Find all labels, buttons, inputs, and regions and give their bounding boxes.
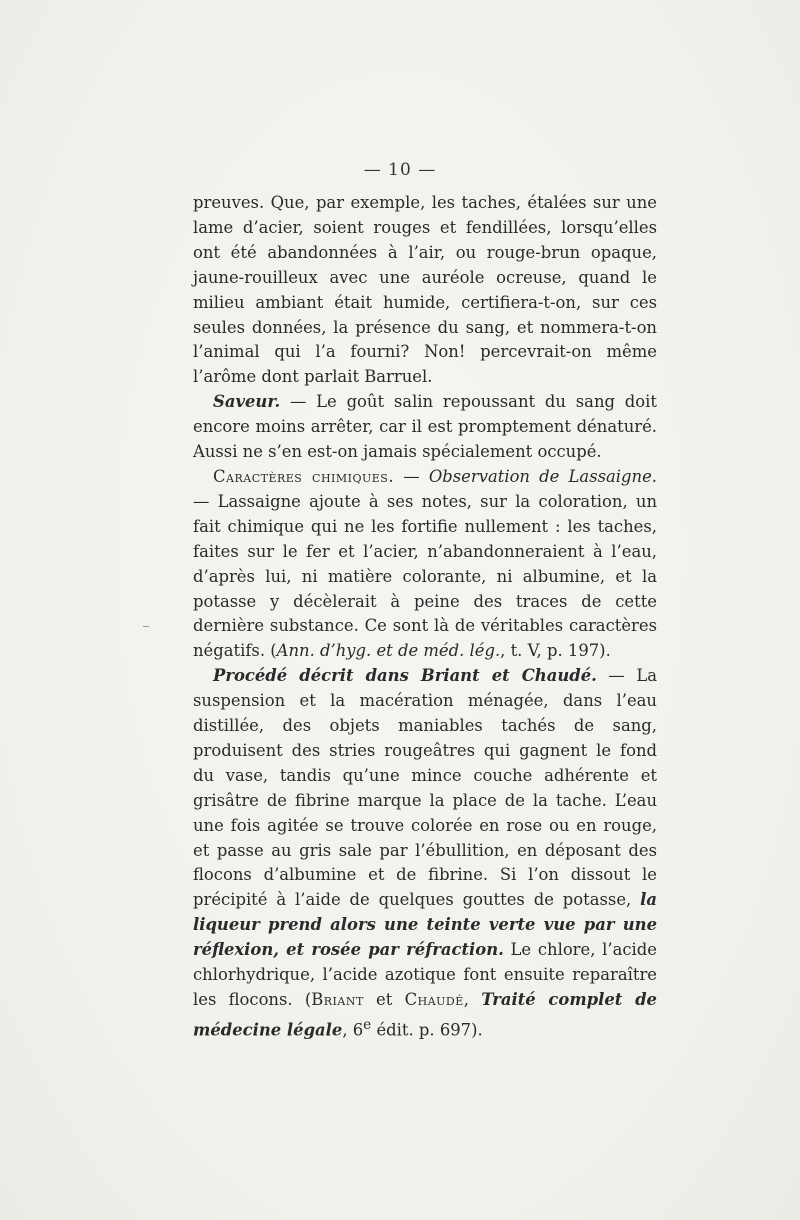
paragraph-text: — Le goût salin repoussant du sang doit encore moins arrêter, car il est promptement dénaturé. Aussi ne s’en est-on jamais spécialement occupé.: [193, 392, 657, 462]
paragraph-caracteres-chimiques: [193, 465, 657, 664]
author-briant: Briant: [311, 990, 364, 1009]
paragraph-text: preuves. Que, par exemple, les taches, étalées sur une lame d’acier, soient rouges et fendillées, lorsqu’elles ont été abandonnées à l’air, ou rouge-brun opaque, jaune-rouilleux avec une auréole ocreuse, quand le milieu ambiant était humide, certifiera-t-on, sur ces seules données, la présence du sang, et nommera-t-on l’animal qui l’a fourni? Non! percevrait-on même l’arôme dont parlait Barruel.: [193, 193, 657, 387]
paragraph-procede: [193, 664, 657, 1043]
comma: ,: [463, 990, 482, 1009]
section-heading-caracteres: Caractères chimiques.: [213, 466, 395, 486]
edition-pre: , 6: [342, 1020, 364, 1040]
edition-post: édit. p. 697).: [371, 1020, 483, 1040]
paragraph-preuves: [193, 191, 657, 390]
paragraph-saveur: [193, 390, 657, 465]
conjunction: et: [363, 990, 405, 1009]
edition-superscript: e: [363, 1016, 372, 1033]
body-text: [193, 191, 657, 1043]
section-heading-saveur: Saveur.: [213, 392, 281, 412]
margin-mark: [143, 626, 149, 627]
section-heading-procede: Procédé décrit dans Briant et Chaudé.: [213, 666, 597, 686]
paragraph-text: — La suspension et la macération ménagée, dans l’eau distillée, des objets maniables tachés de sang, produisent des stries rougeâtres qui gagnent le fond du vase, tandis qu’une mince couche adhérente et grisâtre de fibrine marque la place de la tache. L’eau une fois agitée se trouve colorée en rose ou en rouge, et passe au gris sale par l’ébullition, en déposant des flocons d’albumine et de fibrine. Si l’on dissout le précipité à l’aide de quelques gouttes de potasse,: [193, 666, 658, 910]
page-number: — 10 —: [363, 160, 437, 180]
paragraph-text-2: Le chlore, l’acide chlorhydrique, l’acide azotique font ensuite reparaître les flocons. (: [193, 940, 657, 1009]
emphasized-text: la liqueur prend alors une teinte verte vue par une réflexion, et rosée par réfraction.: [193, 890, 657, 960]
separator: —: [394, 466, 429, 486]
reference-tail: , t. V, p. 197).: [500, 641, 611, 661]
subheading-lassaigne: Observation de Lassaigne.: [428, 466, 657, 486]
book-title: Traité complet de médecine légale: [193, 990, 657, 1040]
reference-title: Ann. d’hyg. et de méd. lég.: [276, 641, 501, 661]
paragraph-text: — Lassaigne ajoute à ses notes, sur la coloration, un fait chimique qui ne les fortifie nullement : les taches, faites sur le fer et l’acier, n’abandonneraient à l’eau, d’après lui, ni matière colorante, ni albumine, et la potasse y décèlerait à peine des traces de cette dernière substance. Ce sont là de véritables caractères négatifs. (: [193, 491, 657, 661]
author-chaude: Chaudé: [404, 990, 464, 1009]
